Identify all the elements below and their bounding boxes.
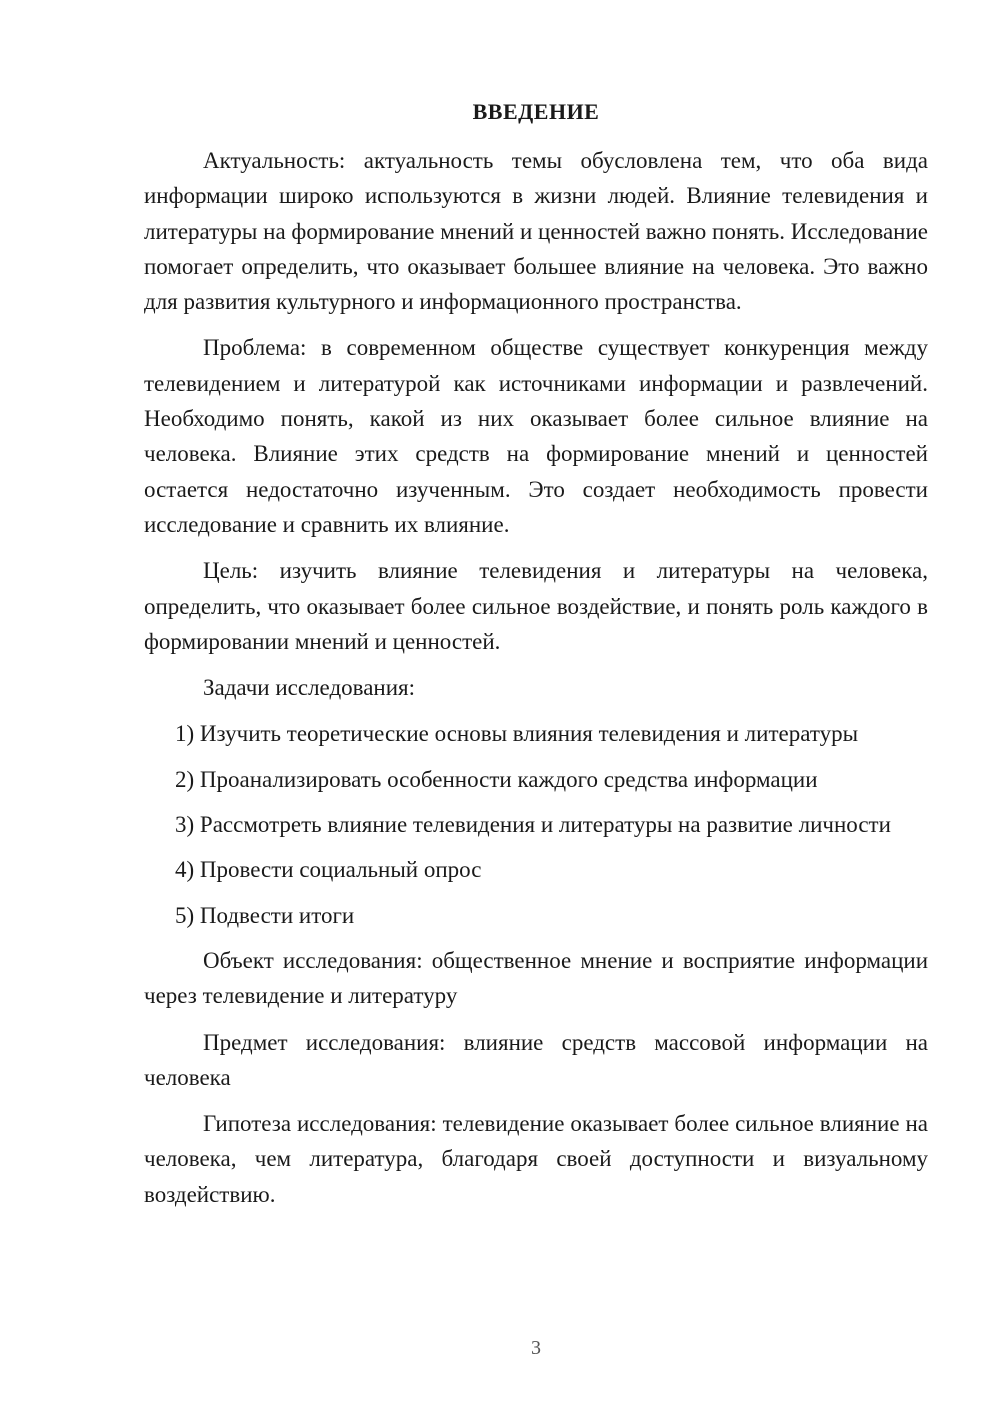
task-item-3: 3) Рассмотреть влияние телевидения и литературы на развитие личности [175,812,891,838]
page-number: 3 [531,1337,541,1359]
paragraph-subject: Предмет исследования: влияние средств массовой информации на человека [144,1029,928,1090]
document-body [144,143,928,1223]
task-item-5: 5) Подвести итоги [175,902,355,928]
paragraph-hypothesis: Гипотеза исследования: телевидение оказывает более сильное влияние на человека, чем литература, благодаря своей доступности и визуальному воздействию. [144,1111,928,1207]
paragraph-object: Объект исследования: общественное мнение и восприятие информации через телевидение и литературу [144,947,928,1009]
task-item-1: 1) Изучить теоретические основы влияния телевидения и литературы [175,721,859,747]
task-item-2: 2) Проанализировать особенности каждого средства информации [175,766,818,792]
section-heading: ВВЕДЕНИЕ [472,99,600,124]
paragraph-goal: Цель: изучить влияние телевидения и литературы на человека, определить, что оказывает более сильное воздействие, и понять роль каждого в формировании мнений и ценностей. [144,558,928,654]
tasks-heading: Задачи исследования: [203,675,416,701]
paragraph-relevance: Актуальность: актуальность темы обусловлена тем, что оба вида информации широко используются в жизни людей. Влияние телевидения и литературы на формирование мнений и ценностей важно понять. Исследование помогает определить, что оказывает большее влияние на человека. Это важно для развития культурного и информационного пространства. [144,148,928,315]
document-page [144,0,928,1414]
paragraph-problem: Проблема: в современном обществе существует конкуренция между телевидением и литературой как источниками информации и развлечений. Необходимо понять, какой из них оказывает более сильное влияние на человека. Влияние этих средств на формирование мнений и ценностей остается недостаточно изученным. Это создает необходимость провести исследование и сравнить их влияние. [144,335,928,537]
task-item-4: 4) Провести социальный опрос [175,857,482,883]
